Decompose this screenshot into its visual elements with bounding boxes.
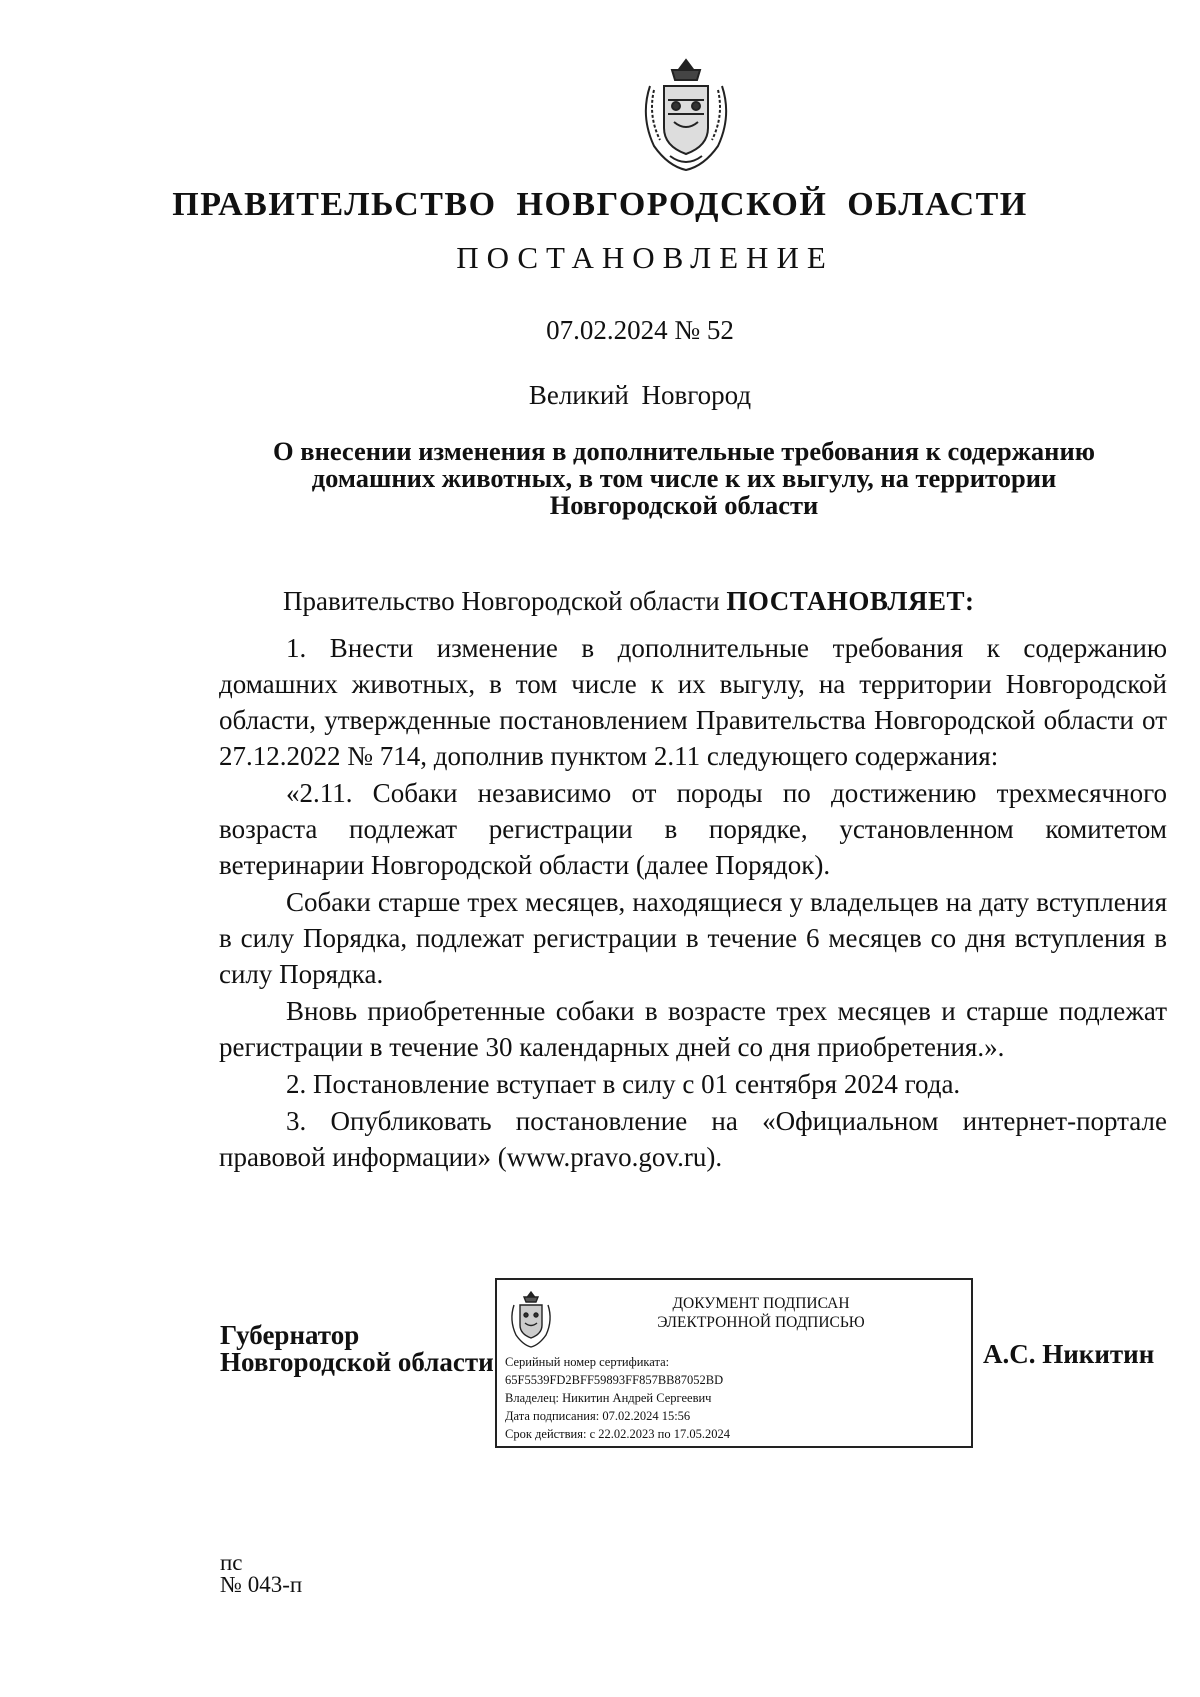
- certificate-label: Серийный номер сертификата:: [505, 1355, 670, 1369]
- footer-line: № 043-п: [220, 1572, 303, 1597]
- position-line: Новгородской области: [220, 1347, 494, 1377]
- subject-line: Новгородской области: [549, 490, 819, 520]
- certificate-number: 65F5539FD2BFF59893FF857BB87052BD: [505, 1373, 724, 1387]
- stamp-heading-line: ЭЛЕКТРОННОЙ ПОДПИСЬЮ: [657, 1314, 865, 1331]
- lead-text: Правительство Новгородской области: [283, 586, 727, 616]
- position-line: Губернатор: [220, 1320, 360, 1350]
- document-body: [219, 583, 1167, 1175]
- document-type: ПОСТАНОВЛЕНИЕ: [456, 240, 834, 275]
- document-city: Великий Новгород: [528, 380, 752, 410]
- body-paragraph: 2. Постановление вступает в силу с 01 сентября 2024 года.: [286, 1069, 961, 1099]
- certificate-validity: Срок действия: с 22.02.2023 по 17.05.2024: [505, 1427, 730, 1441]
- document-footer: [220, 1552, 302, 1596]
- body-paragraph: 1. Внести изменение в дополнительные требования к содержанию домашних животных, в том числе к их выгулу, на территории Новгородской области, утвержденные постановлением Правительства Новгородской области от 27.12.2022 № 714, дополнив пунктом 2.11 следующего содержания:: [219, 633, 1167, 771]
- footer-line: пс: [220, 1550, 243, 1575]
- subject-line: О внесении изменения в дополнительные требования к содержанию: [273, 436, 1095, 466]
- body-paragraph: 3. Опубликовать постановление на «Официальном интернет-портале правовой информации» (www.pravo.gov.ru).: [219, 1106, 1167, 1172]
- coat-of-arms-icon: [508, 1290, 554, 1348]
- organization-title: ПРАВИТЕЛЬСТВО НОВГОРОДСКОЙ ОБЛАСТИ: [172, 186, 1028, 223]
- signatory-name: А.С. Никитин: [983, 1339, 1155, 1369]
- body-paragraph: «2.11. Собаки независимо от породы по достижению трехмесячного возраста подлежат регистрации в порядке, установленном комитетом ветеринарии Новгородской области (далее Порядок).: [219, 778, 1167, 880]
- electronic-signature-stamp: [495, 1278, 973, 1448]
- resolution-lead: [219, 583, 1167, 619]
- subject-line: домашних животных, в том числе к их выгулу, на территории: [311, 463, 1057, 493]
- certificate-owner: Владелец: Никитин Андрей Сергеевич: [505, 1391, 712, 1405]
- lead-bold: ПОСТАНОВЛЯЕТ:: [726, 586, 975, 616]
- signing-date: Дата подписания: 07.02.2024 15:56: [505, 1409, 691, 1423]
- document-subject: [236, 438, 1132, 519]
- stamp-details: [505, 1353, 730, 1443]
- body-paragraph: Собаки старше трех месяцев, находящиеся у владельцев на дату вступления в силу Порядка, подлежат регистрации в течение 6 месяцев со дня вступления в силу Порядка.: [219, 887, 1167, 989]
- body-paragraph: Вновь приобретенные собаки в возрасте трех месяцев и старше подлежат регистрации в течение 30 календарных дней со дня приобретения.».: [219, 996, 1167, 1062]
- stamp-heading: [557, 1294, 965, 1332]
- stamp-heading-line: ДОКУМЕНТ ПОДПИСАН: [672, 1295, 850, 1312]
- coat-of-arms-icon: [636, 56, 736, 172]
- document-date-number: 07.02.2024 № 52: [546, 315, 734, 345]
- signatory-position: [220, 1322, 494, 1376]
